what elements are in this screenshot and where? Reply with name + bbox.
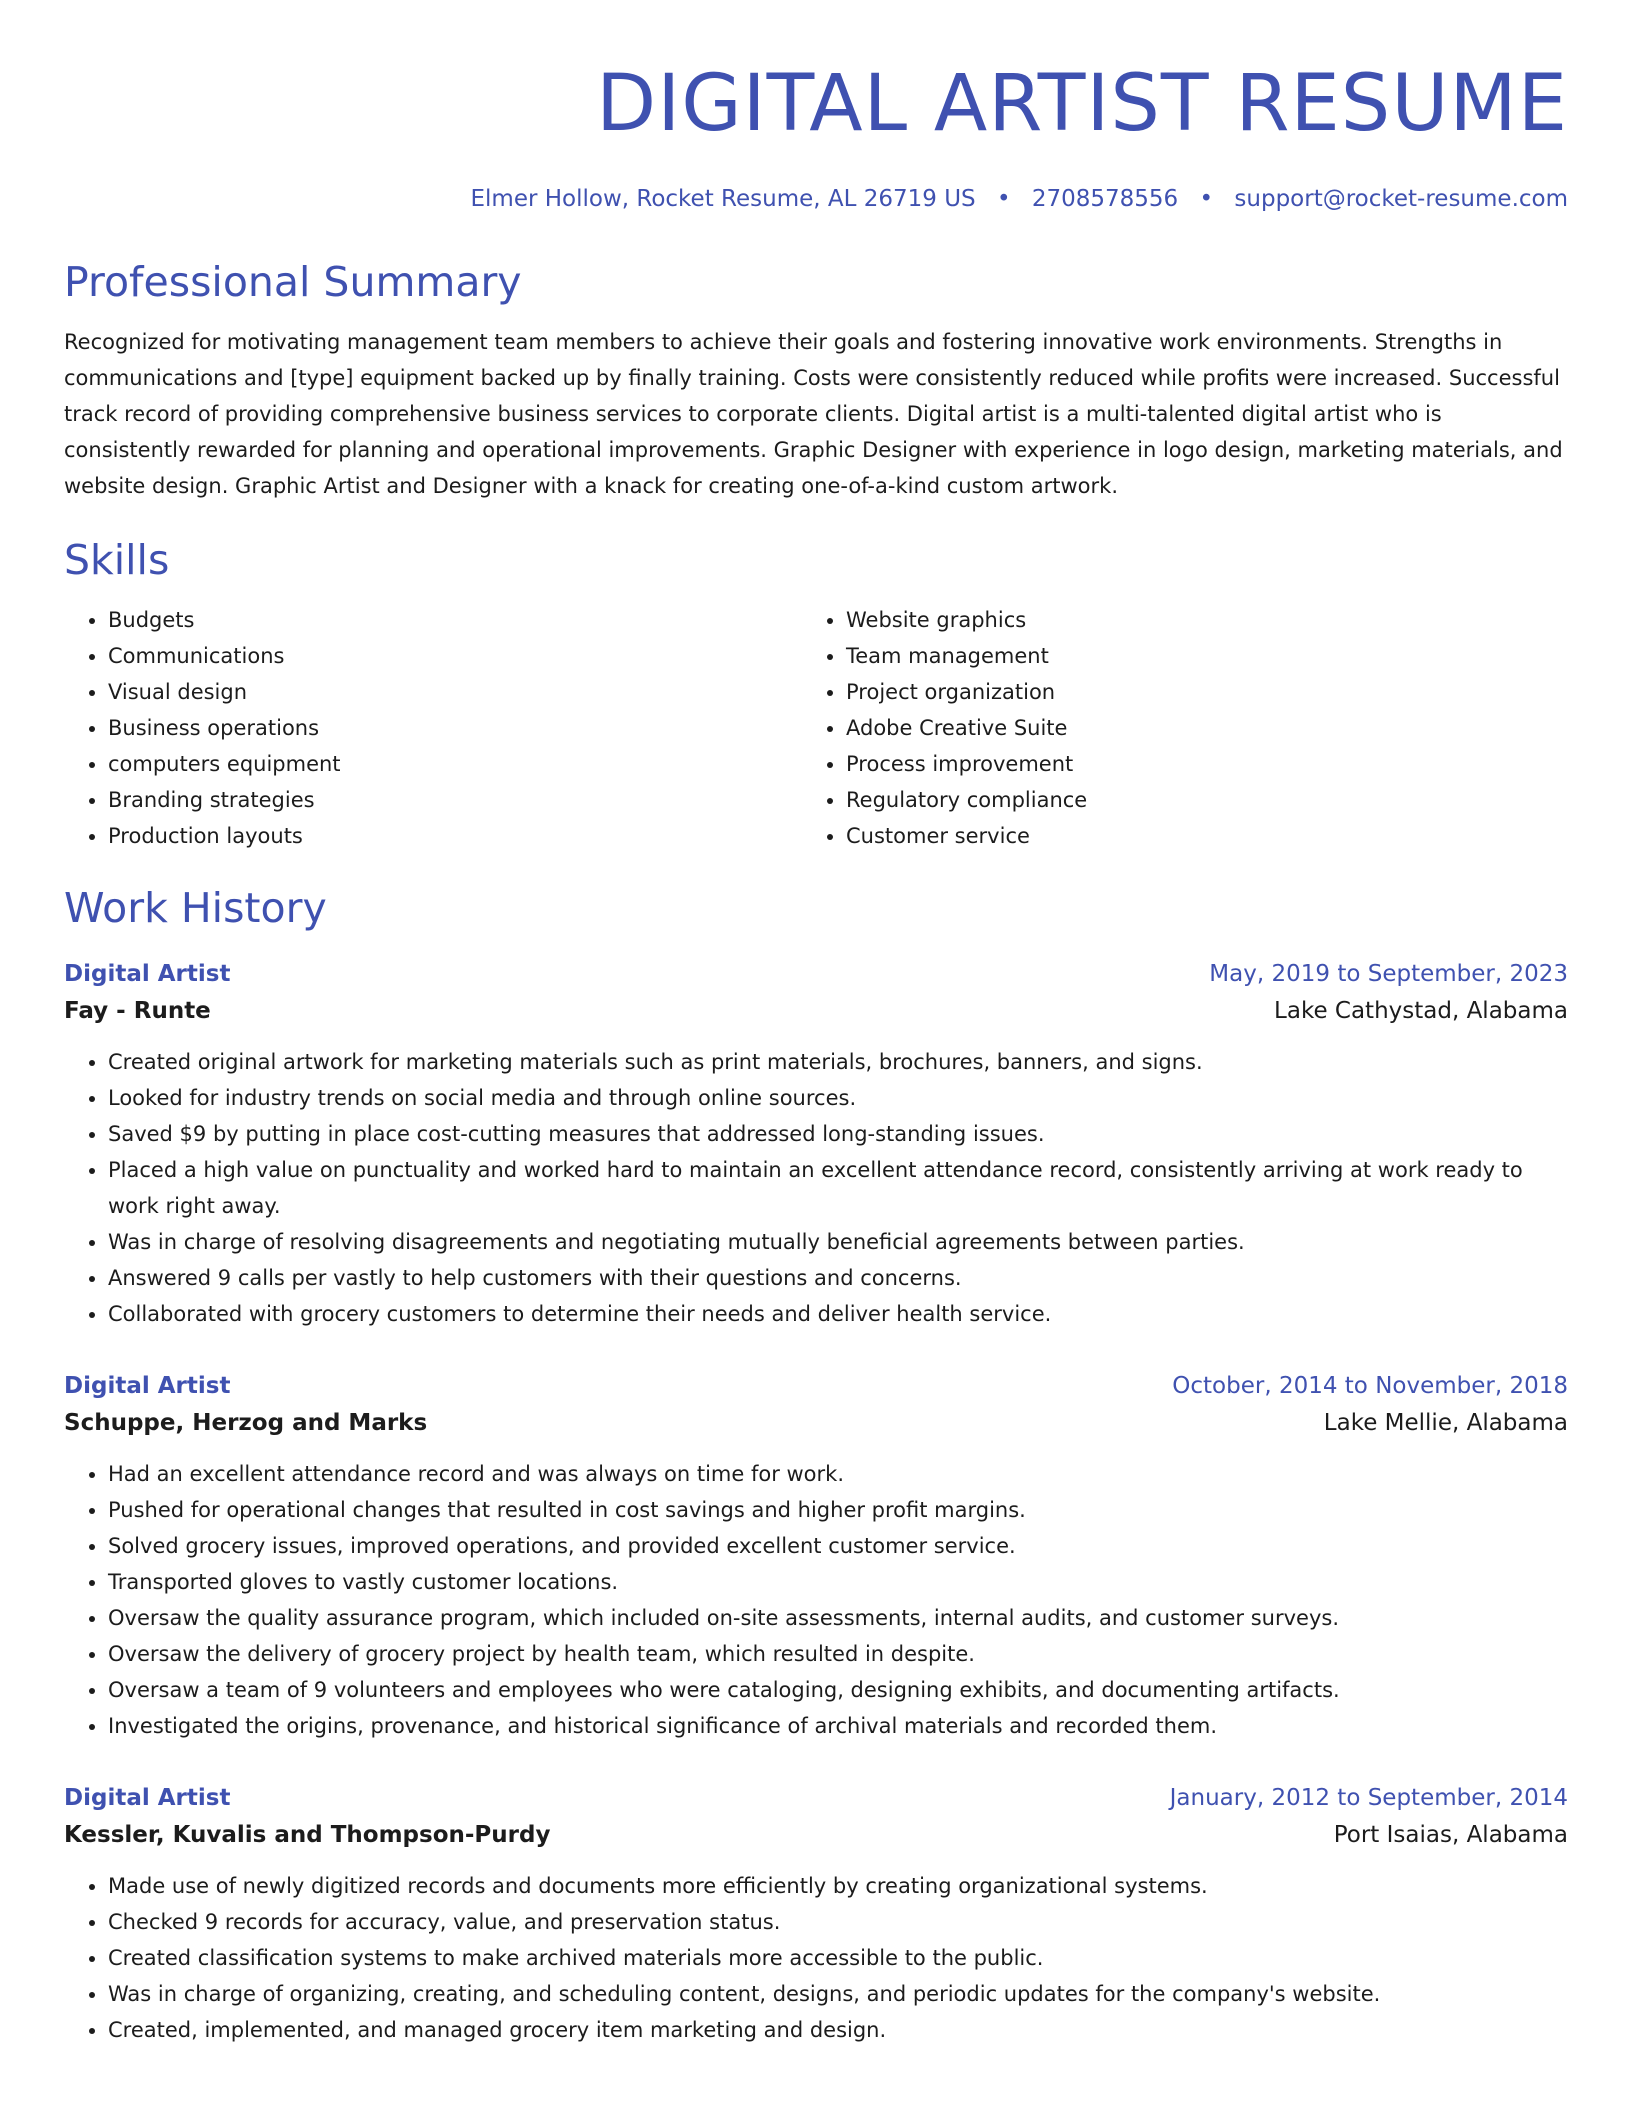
skill-item: • Visual design — [108, 674, 802, 710]
contact-address: Elmer Hollow, Rocket Resume, AL 26719 US — [470, 186, 976, 212]
job-bullet: • Had an excellent attendance record and was always on time for work. — [108, 1456, 1568, 1492]
job-bullet: • Saved $9 by putting in place cost-cutting measures that addressed long-standing issues. — [108, 1116, 1568, 1152]
summary-text: Recognized for motivating management team members to achieve their goals and fostering innovative work environments. Strengths in communications and [type] equipment backed up by finally training. Costs were consistently reduced while profits were increased. Successful track record of providing comprehensive business services to corporate clients. Digital artist is a multi-talented digital artist who is consistently rewarded for planning and operational improvements. Graphic Designer with experience in logo design, marketing materials, and website design. Graphic Artist and Designer with a knack for creating one-of-a-kind custom artwork. — [64, 330, 1563, 498]
skill-item: • Adobe Creative Suite — [846, 710, 1540, 746]
job-bullet-list — [64, 1456, 1568, 1744]
job-company-row — [64, 1404, 1568, 1442]
job-entry — [64, 1780, 1568, 2048]
job-entry — [64, 956, 1568, 1332]
skill-item: • Branding strategies — [108, 782, 802, 818]
job-bullet-list — [64, 1044, 1568, 1332]
skills-list-right — [802, 602, 1540, 854]
skills-grid — [64, 602, 1568, 854]
resume-title: DIGITAL ARTIST RESUME — [596, 59, 1568, 149]
skill-item: • Communications — [108, 638, 802, 674]
job-location: Port Isaias, Alabama — [1333, 1822, 1568, 1848]
job-company: Kessler, Kuvalis and Thompson-Purdy — [64, 1822, 551, 1848]
skill-item: • Project organization — [846, 674, 1540, 710]
job-dates: October, 2014 to November, 2018 — [1172, 1373, 1568, 1399]
job-bullet: • Was in charge of organizing, creating, and scheduling content, designs, and periodic updates for the company's website. — [108, 1976, 1568, 2012]
job-bullet: • Oversaw the quality assurance program, which included on-site assessments, internal audits, and customer surveys. — [108, 1600, 1568, 1636]
skill-item: • Production layouts — [108, 818, 802, 854]
contact-separator: • — [1199, 186, 1214, 212]
job-bullet: • Made use of newly digitized records and documents more efficiently by creating organizational systems. — [108, 1868, 1568, 1904]
job-title-row — [64, 1368, 1568, 1404]
job-bullet-list — [64, 1868, 1568, 2048]
skills-heading: Skills — [64, 536, 170, 584]
job-company-row — [64, 1816, 1568, 1854]
job-title: Digital Artist — [64, 961, 231, 987]
summary-heading: Professional Summary — [64, 258, 522, 306]
skills-list-left — [64, 602, 802, 854]
job-location: Lake Mellie, Alabama — [1323, 1410, 1568, 1436]
job-dates: January, 2012 to September, 2014 — [1169, 1785, 1568, 1811]
contact-separator: • — [996, 186, 1011, 212]
job-bullet: • Created, implemented, and managed grocery item marketing and design. — [108, 2012, 1568, 2048]
job-bullet: • Created original artwork for marketing materials such as print materials, brochures, banners, and signs. — [108, 1044, 1568, 1080]
job-title-row — [64, 1780, 1568, 1816]
skill-item: • Team management — [846, 638, 1540, 674]
job-bullet: • Looked for industry trends on social media and through online sources. — [108, 1080, 1568, 1116]
job-bullet: • Investigated the origins, provenance, and historical significance of archival materials and recorded them. — [108, 1708, 1568, 1744]
job-company-row — [64, 992, 1568, 1030]
job-title: Digital Artist — [64, 1785, 231, 1811]
job-bullet: • Oversaw a team of 9 volunteers and employees who were cataloging, designing exhibits, and documenting artifacts. — [108, 1672, 1568, 1708]
job-bullet: • Collaborated with grocery customers to determine their needs and deliver health service. — [108, 1296, 1568, 1332]
contact-line — [64, 184, 1568, 214]
contact-phone: 2708578556 — [1031, 186, 1179, 212]
job-company: Schuppe, Herzog and Marks — [64, 1410, 428, 1436]
skill-item: • Business operations — [108, 710, 802, 746]
job-bullet: • Oversaw the delivery of grocery project by health team, which resulted in despite. — [108, 1636, 1568, 1672]
skill-item: • computers equipment — [108, 746, 802, 782]
job-bullet: • Was in charge of resolving disagreements and negotiating mutually beneficial agreements between parties. — [108, 1224, 1568, 1260]
job-entry — [64, 1368, 1568, 1744]
work-history-heading: Work History — [64, 884, 327, 932]
skill-item: • Process improvement — [846, 746, 1540, 782]
job-location: Lake Cathystad, Alabama — [1274, 998, 1568, 1024]
job-bullet: • Created classification systems to make archived materials more accessible to the public. — [108, 1940, 1568, 1976]
contact-email[interactable]: support@rocket-resume.com — [1234, 186, 1568, 212]
job-bullet: • Checked 9 records for accuracy, value, and preservation status. — [108, 1904, 1568, 1940]
job-company: Fay - Runte — [64, 998, 211, 1024]
job-bullet: • Pushed for operational changes that resulted in cost savings and higher profit margins. — [108, 1492, 1568, 1528]
job-dates: May, 2019 to September, 2023 — [1209, 961, 1568, 987]
job-title-row — [64, 956, 1568, 992]
job-bullet: • Answered 9 calls per vastly to help customers with their questions and concerns. — [108, 1260, 1568, 1296]
skill-item: • Website graphics — [846, 602, 1540, 638]
job-bullet: • Transported gloves to vastly customer locations. — [108, 1564, 1568, 1600]
job-bullet: • Solved grocery issues, improved operations, and provided excellent customer service. — [108, 1528, 1568, 1564]
skill-item: • Regulatory compliance — [846, 782, 1540, 818]
job-title: Digital Artist — [64, 1373, 231, 1399]
skill-item: • Customer service — [846, 818, 1540, 854]
skill-item: • Budgets — [108, 602, 802, 638]
job-bullet: • Placed a high value on punctuality and worked hard to maintain an excellent attendance record, consistently arriving at work ready to work right away. — [108, 1152, 1568, 1224]
